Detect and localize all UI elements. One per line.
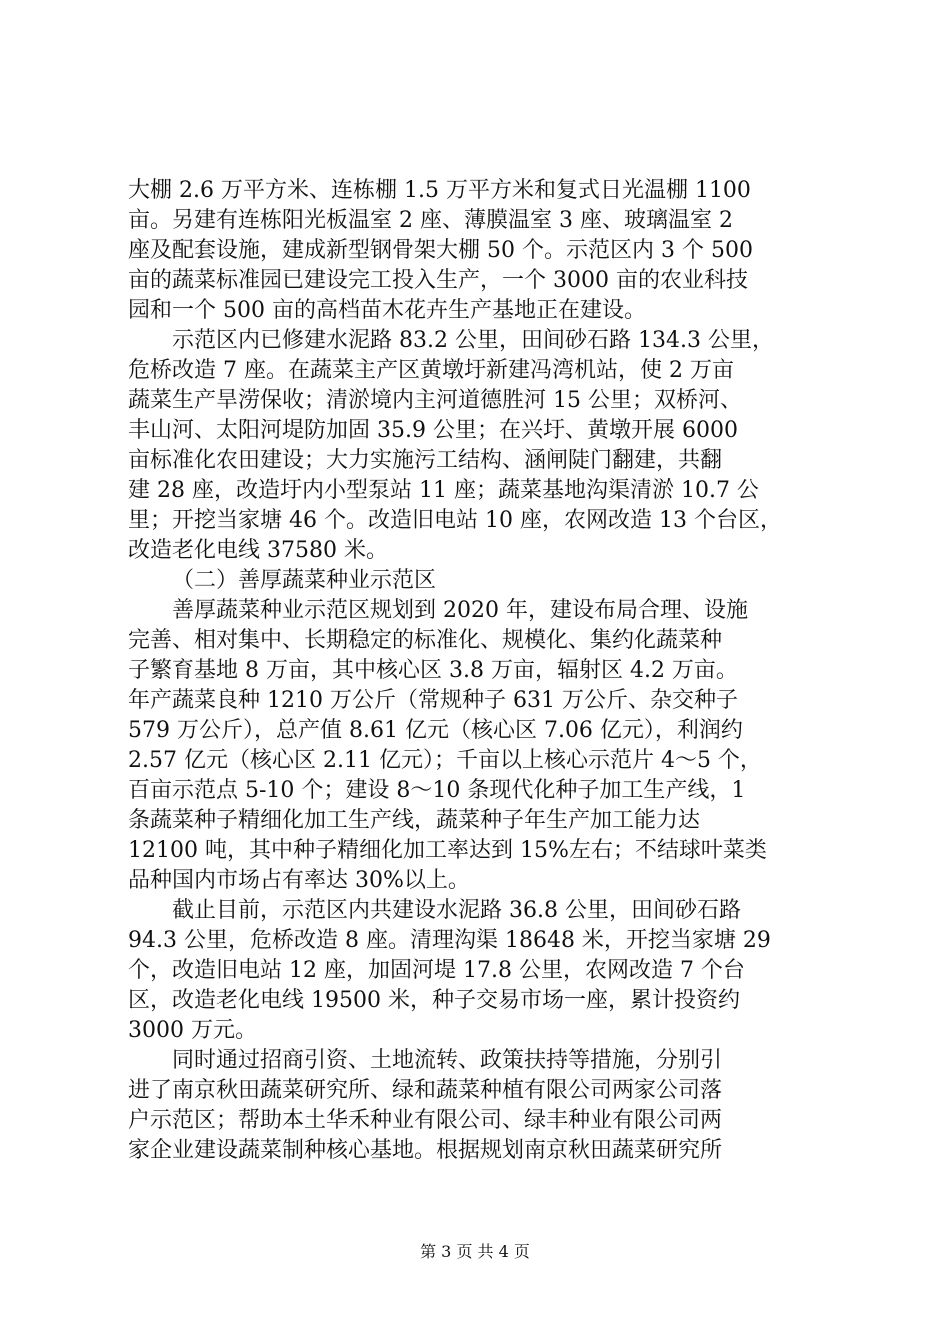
text-line: 户示范区；帮助本土华禾种业有限公司、绿丰种业有限公司两 xyxy=(128,1108,723,1133)
text-line: 座及配套设施，建成新型钢骨架大棚 50 个。示范区内 3 个 500 xyxy=(128,238,753,263)
text-line: 个，改造旧电站 12 座，加固河堤 17.8 公里，农网改造 7 个台 xyxy=(128,958,745,983)
text-line: 危桥改造 7 座。在蔬菜主产区黄墩圩新建冯湾机站，使 2 万亩 xyxy=(128,358,734,383)
text-line: 同时通过招商引资、土地流转、政策扶持等措施，分别引 xyxy=(172,1048,723,1073)
page-footer: 第 3 页 共 4 页 xyxy=(420,1242,530,1261)
text-line: 家企业建设蔬菜制种核心基地。根据规划南京秋田蔬菜研究所 xyxy=(128,1138,723,1163)
text-line: 3000 万元。 xyxy=(128,1018,257,1043)
text-line: 子繁育基地 8 万亩，其中核心区 3.8 万亩，辐射区 4.2 万亩。 xyxy=(128,658,738,683)
text-line: 品种国内市场占有率达 30%以上。 xyxy=(128,868,470,893)
text-line: 亩的蔬菜标准园已建设完工投入生产，一个 3000 亩的农业科技 xyxy=(128,268,748,293)
text-line: 区，改造老化电线 19500 米，种子交易市场一座，累计投资约 xyxy=(128,988,740,1013)
text-line: 善厚蔬菜种业示范区规划到 2020 年，建设布局合理、设施 xyxy=(172,598,748,623)
text-line: 示范区内已修建水泥路 83.2 公里，田间砂石路 134.3 公里， xyxy=(172,328,774,353)
text-line: 里；开挖当家塘 46 个。改造旧电站 10 座，农网改造 13 个台区， xyxy=(128,508,782,533)
text-line: 丰山河、太阳河堤防加固 35.9 公里；在兴圩、黄墩开展 6000 xyxy=(128,418,738,443)
text-line: 579 万公斤），总产值 8.61 亿元（核心区 7.06 亿元），利润约 xyxy=(128,718,743,743)
text-line: （二）善厚蔬菜种业示范区 xyxy=(172,568,437,593)
text-line: 2.57 亿元（核心区 2.11 亿元）；千亩以上核心示范片 4～5 个， xyxy=(128,748,762,773)
text-line: 百亩示范点 5-10 个；建设 8～10 条现代化种子加工生产线，1 xyxy=(128,778,746,803)
text-line: 大棚 2.6 万平方米、连栋棚 1.5 万平方米和复式日光温棚 1100 xyxy=(128,178,751,203)
text-line: 12100 吨，其中种子精细化加工率达到 15%左右；不结球叶菜类 xyxy=(128,838,767,863)
text-line: 条蔬菜种子精细化加工生产线，蔬菜种子年生产加工能力达 xyxy=(128,808,701,833)
text-line: 亩。另建有连栋阳光板温室 2 座、薄膜温室 3 座、玻璃温室 2 xyxy=(128,208,733,233)
text-line: 蔬菜生产旱涝保收；清淤境内主河道德胜河 15 公里；双桥河、 xyxy=(128,388,742,413)
text-line: 进了南京秋田蔬菜研究所、绿和蔬菜种植有限公司两家公司落 xyxy=(128,1078,723,1103)
text-line: 亩标准化农田建设；大力实施污工结构、涵闸陡门翻建，共翻 xyxy=(128,448,723,473)
document-body xyxy=(128,176,828,1166)
text-line: 园和一个 500 亩的高档苗木花卉生产基地正在建设。 xyxy=(128,298,646,323)
text-line: 建 28 座，改造圩内小型泵站 11 座；蔬菜基地沟渠清淤 10.7 公 xyxy=(128,478,759,503)
text-line: 改造老化电线 37580 米。 xyxy=(128,538,388,563)
text-line: 年产蔬菜良种 1210 万公斤（常规种子 631 万公斤、杂交种子 xyxy=(128,688,738,713)
text-line: 完善、相对集中、长期稳定的标准化、规模化、集约化蔬菜种 xyxy=(128,628,723,653)
text-line: 截止目前，示范区内共建设水泥路 36.8 公里，田间砂石路 xyxy=(172,898,741,923)
text-line: 94.3 公里，危桥改造 8 座。清理沟渠 18648 米，开挖当家塘 29 xyxy=(128,928,771,953)
